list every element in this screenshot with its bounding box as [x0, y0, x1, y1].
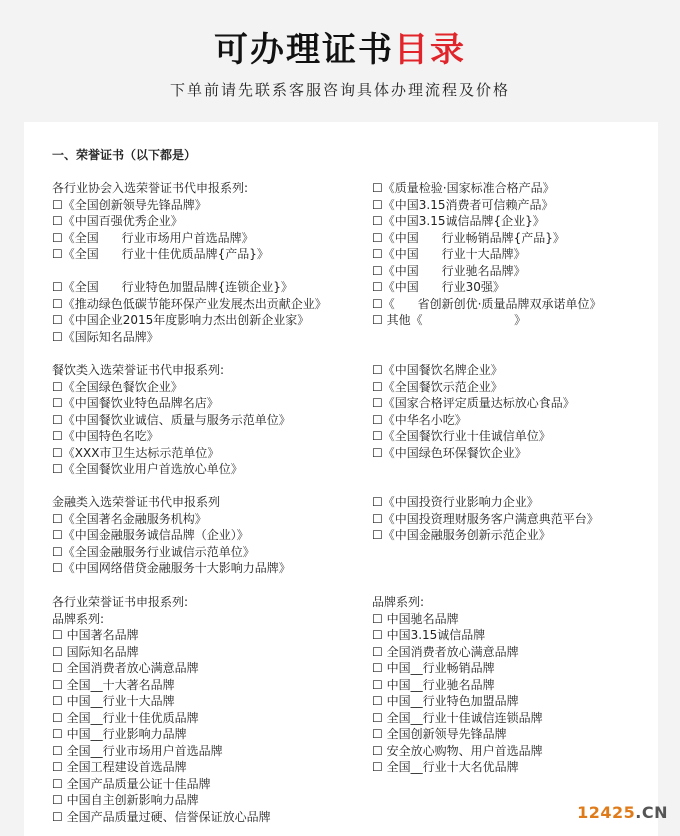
block-finance-right [372, 494, 599, 544]
checklist-item: ☐ 国际知名品牌 [52, 644, 139, 659]
checklist-item: ☐《中国 行业驰名品牌》 [372, 263, 526, 278]
list-heading: 各行业荣誉证书申报系列: [52, 595, 189, 609]
checklist-item: ☐《全国 行业特色加盟品牌{连锁企业}》 [52, 280, 293, 294]
checklist-item: ☐ 全国工程建设首选品牌 [52, 760, 187, 774]
checklist-item: ☐《全国创新领导先锋品牌》 [52, 197, 207, 212]
site-watermark [577, 803, 668, 822]
checklist-item: ☐《质量检验·国家标准合格产品》 [372, 181, 555, 195]
checklist-item: ☐ 中国__行业十大品牌 [52, 694, 175, 708]
checklist-item: ☐ 中国__行业影响力品牌 [52, 727, 187, 741]
list-heading: 金融类入选荣誉证书代申报系列 [52, 495, 221, 509]
page-subtitle: 下单前请先联系客服咨询具体办理流程及价格 [169, 81, 510, 99]
checklist-item: ☐ 全国产品质量公证十佳品牌 [52, 776, 211, 791]
checklist-item: ☐《中华名小吃》 [372, 412, 467, 427]
checklist-item: ☐ 中国著名品牌 [52, 628, 139, 642]
block-catering-left [52, 362, 291, 478]
title-main: 可办理证书 [214, 30, 394, 70]
checklist-item: ☐《中国百强优秀企业》 [52, 214, 183, 228]
checklist-item: ☐ 全国创新领导先锋品牌 [372, 727, 507, 741]
list-heading: 品牌系列: [52, 611, 105, 626]
watermark-tld: .CN [635, 803, 668, 822]
block-brand-left [52, 594, 271, 825]
checklist-item: ☐《中国餐饮业诚信、质量与服务示范单位》 [52, 412, 291, 427]
page-title [0, 30, 680, 70]
checklist-item: ☐ 中国__行业畅销品牌 [372, 661, 495, 675]
block-association-left [52, 180, 327, 345]
checklist-item: ☐《全国 行业十佳优质品牌{产品}》 [52, 247, 269, 261]
checklist-item: ☐ 中国__行业特色加盟品牌 [372, 694, 519, 708]
checklist-item: ☐ 中国驰名品牌 [372, 611, 459, 626]
checklist-item: ☐ 中国自主创新影响力品牌 [52, 793, 199, 807]
checklist-item: ☐《全国金融服务行业诚信示范单位》 [52, 544, 255, 559]
checklist-item: ☐《中国餐饮名牌企业》 [372, 363, 503, 377]
watermark-number: 12425 [577, 803, 636, 822]
checklist-item: ☐《全国 行业市场用户首选品牌》 [52, 230, 254, 245]
checklist-item: ☐《国家合格评定质量达标放心食品》 [372, 396, 575, 410]
title-accent: 目录 [394, 30, 466, 70]
checklist-item: ☐ 全国产品质量过硬、信誉保证放心品牌 [52, 809, 271, 824]
block-association-right [372, 180, 601, 329]
checklist-item: ☐《中国网络借贷金融服务十大影响力品牌》 [52, 561, 291, 575]
checklist-item: ☐《中国投资理财服务客户满意典范平台》 [372, 511, 599, 526]
list-heading: 各行业协会入选荣誉证书代申报系列: [52, 181, 249, 195]
checklist-item: ☐《全国餐饮示范企业》 [372, 379, 503, 394]
checklist-item: ☐《中国投资行业影响力企业》 [372, 495, 539, 509]
checklist-item: ☐《中国 行业十大品牌》 [372, 247, 526, 261]
list-heading: 餐饮类入选荣誉证书代申报系列: [52, 363, 225, 377]
block-brand-right [372, 594, 543, 776]
checklist-item: ☐《中国餐饮业特色品牌名店》 [52, 396, 219, 410]
checklist-item: ☐《中国3.15诚信品牌{企业}》 [372, 214, 545, 228]
checklist-item: ☐ 中国3.15诚信品牌 [372, 628, 486, 642]
checklist-item: ☐ 全国__行业十大名优品牌 [372, 760, 519, 774]
checklist-item: ☐《中国金融服务诚信品牌（企业）》 [52, 528, 249, 542]
certificate-list-card [24, 122, 658, 836]
checklist-item: ☐《中国绿色环保餐饮企业》 [372, 445, 527, 460]
checklist-item: ☐《中国特色名吃》 [52, 429, 159, 443]
checklist-item: ☐ 全国消费者放心满意品牌 [372, 644, 519, 659]
checklist-item: ☐《推动绿色低碳节能环保产业发展杰出贡献企业》 [52, 296, 327, 311]
page-header [0, 0, 680, 110]
checklist-item: ☐ 全国消费者放心满意品牌 [52, 661, 199, 675]
checklist-item: ☐ 中国__行业驰名品牌 [372, 677, 495, 692]
checklist-item: ☐《中国 行业畅销品牌{产品}》 [372, 230, 565, 245]
checklist-item: ☐《中国金融服务创新示范企业》 [372, 528, 551, 542]
checklist-item: ☐ 安全放心购物、用户首选品牌 [372, 743, 543, 758]
section-title: 一、荣誉证书（以下都是） [52, 148, 197, 162]
checklist-item: ☐《国际知名品牌》 [52, 329, 159, 344]
spacer [52, 263, 327, 280]
checklist-item: ☐《全国餐饮业用户首选放心单位》 [52, 462, 243, 476]
checklist-item: ☐《中国 行业30强》 [372, 280, 505, 294]
block-catering-right [372, 362, 575, 461]
block-finance-left [52, 494, 291, 577]
checklist-item: ☐ 其他《 》 [372, 313, 527, 327]
checklist-item: ☐《中国企业2015年度影响力杰出创新企业家》 [52, 313, 310, 327]
checklist-item: ☐《全国绿色餐饮企业》 [52, 379, 183, 394]
checklist-item: ☐《 省创新创优·质量品牌双承诺单位》 [372, 296, 602, 311]
checklist-item: ☐ 全国__行业市场用户首选品牌 [52, 743, 223, 758]
checklist-item: ☐《全国著名金融服务机构》 [52, 511, 207, 526]
checklist-item: ☐《中国3.15消费者可信赖产品》 [372, 197, 554, 212]
checklist-item: ☐ 全国__行业十佳优质品牌 [52, 710, 199, 725]
list-heading: 品牌系列: [372, 595, 425, 609]
checklist-item: ☐ 全国__十大著名品牌 [52, 677, 175, 692]
checklist-item: ☐《全国餐饮行业十佳诚信单位》 [372, 429, 551, 443]
checklist-item: ☐《XXX市卫生达标示范单位》 [52, 445, 220, 460]
checklist-item: ☐ 全国__行业十佳诚信连锁品牌 [372, 710, 543, 725]
